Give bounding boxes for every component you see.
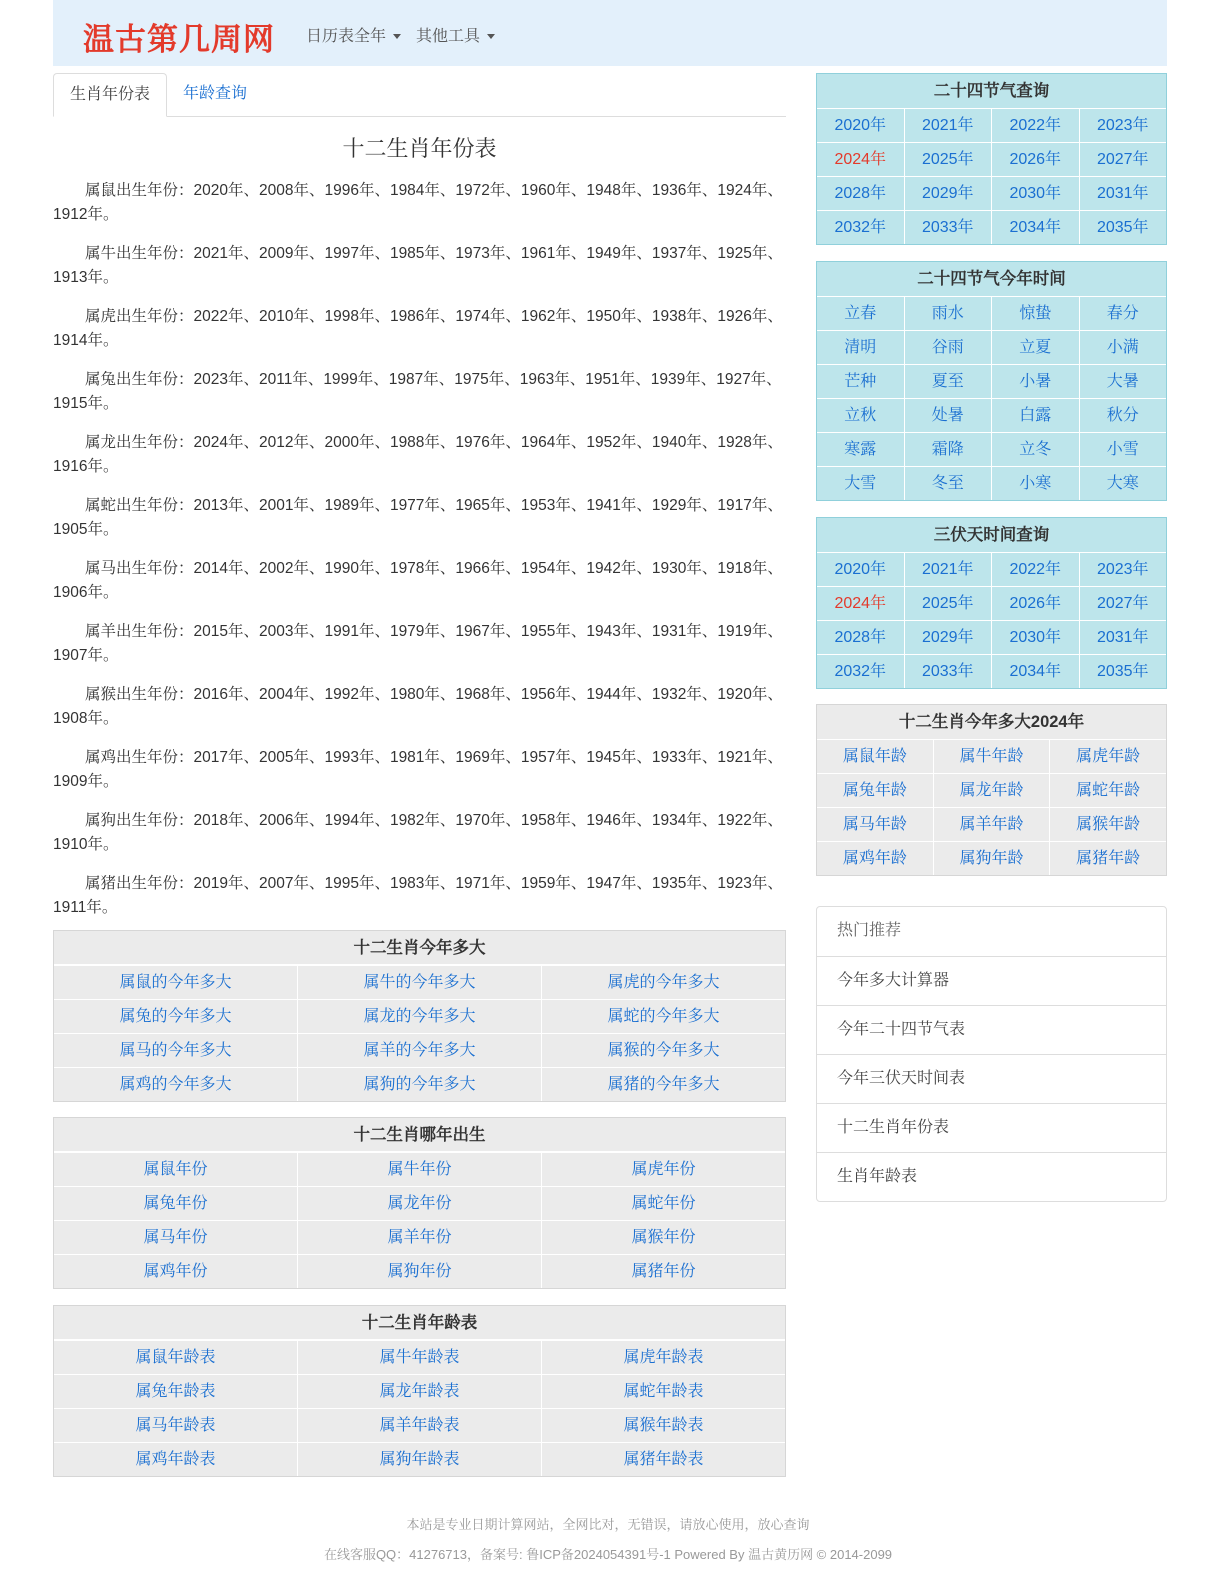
table-link[interactable]: 2022年 xyxy=(1009,117,1062,134)
caret-down-icon xyxy=(393,34,401,39)
grid-row xyxy=(54,1408,785,1442)
grid-cell xyxy=(54,1221,297,1254)
table-title: 二十四节气今年时间 xyxy=(917,270,1066,288)
nav-menu-tools[interactable] xyxy=(416,23,495,46)
table-link[interactable]: 2029年 xyxy=(921,185,974,202)
grid-link[interactable]: 属兔年份 xyxy=(143,1195,208,1212)
table-cell xyxy=(1079,177,1167,210)
table-cell xyxy=(991,143,1079,176)
table-cell xyxy=(817,587,904,620)
grid-link[interactable]: 属狗的今年多大 xyxy=(363,1076,476,1093)
table-link[interactable]: 立春 xyxy=(844,305,877,322)
table-link[interactable]: 2033年 xyxy=(921,219,974,236)
grid-link[interactable]: 属鼠年龄表 xyxy=(135,1349,216,1366)
grid-cell xyxy=(541,1000,785,1033)
grid-cell xyxy=(297,1187,541,1220)
grid-cell xyxy=(54,1255,297,1288)
grid-cell xyxy=(297,1068,541,1101)
table-cell xyxy=(817,774,933,807)
grid-row xyxy=(54,1374,785,1408)
table-cell xyxy=(817,365,904,398)
table-link[interactable]: 立秋 xyxy=(844,407,877,424)
grid-cell xyxy=(297,1409,541,1442)
grid-row xyxy=(54,965,785,999)
grid-cell xyxy=(54,1000,297,1033)
grid-link[interactable]: 属虎年龄表 xyxy=(623,1349,704,1366)
table-cell xyxy=(904,211,992,244)
table-cell xyxy=(1079,433,1167,466)
grid-cell xyxy=(54,1409,297,1442)
table-cell xyxy=(904,143,992,176)
table-cell xyxy=(1079,467,1167,500)
table-link[interactable]: 2023年 xyxy=(1096,117,1149,134)
table-row xyxy=(817,398,1166,432)
hot-recommend-title: 热门推荐 xyxy=(837,922,902,939)
zodiac-age-box xyxy=(53,930,786,1102)
table-link[interactable]: 2020年 xyxy=(834,117,887,134)
table-row xyxy=(817,296,1166,330)
table-row xyxy=(817,432,1166,466)
site-logo[interactable]: 温古第几周网 xyxy=(83,22,275,58)
table-link[interactable]: 2029年 xyxy=(921,629,974,646)
table-cell xyxy=(1079,331,1167,364)
grid-link[interactable]: 属羊年龄表 xyxy=(379,1417,460,1434)
grid-link[interactable]: 属羊的今年多大 xyxy=(363,1042,476,1059)
tab-zodiac-years[interactable]: 生肖年份表 xyxy=(53,73,167,117)
grid-cell xyxy=(54,1034,297,1067)
grid-cell xyxy=(541,1221,785,1254)
table-cell xyxy=(991,177,1079,210)
grid-link[interactable]: 属羊年份 xyxy=(387,1229,452,1246)
table-cell xyxy=(817,842,933,875)
grid-cell xyxy=(541,1255,785,1288)
nav-menu-calendar-label: 日历表全年 xyxy=(306,28,387,45)
grid-link[interactable]: 属牛年份 xyxy=(387,1161,452,1178)
grid-cell xyxy=(297,1221,541,1254)
grid-cell xyxy=(297,1443,541,1476)
zodiac-year-paragraph: 属猪出生年份：2019年、2007年、1995年、1983年、1971年、1959年、1947年、1935年、1923年、1911年。 xyxy=(53,875,783,916)
table-cell xyxy=(817,177,904,210)
table-cell xyxy=(817,143,904,176)
table-row xyxy=(817,142,1166,176)
table-cell xyxy=(817,621,904,654)
grid-link[interactable]: 属龙的今年多大 xyxy=(363,1008,476,1025)
table-link[interactable]: 大寒 xyxy=(1106,475,1139,492)
table-link[interactable]: 属猴年龄 xyxy=(1076,816,1141,833)
grid-link[interactable]: 属狗年份 xyxy=(387,1263,452,1280)
grid-link[interactable]: 属猪的今年多大 xyxy=(607,1076,720,1093)
grid-cell xyxy=(541,1187,785,1220)
grid-cell xyxy=(54,1187,297,1220)
table-link[interactable]: 冬至 xyxy=(931,475,964,492)
table-cell xyxy=(904,621,992,654)
table-cell xyxy=(904,587,992,620)
table-cell xyxy=(904,177,992,210)
table-link[interactable]: 2027年 xyxy=(1096,595,1149,612)
table-link[interactable]: 2030年 xyxy=(1009,185,1062,202)
hot-recommend-item[interactable]: 今年二十四节气表 xyxy=(817,1005,1166,1054)
table-link[interactable]: 处暑 xyxy=(931,407,964,424)
grid-link[interactable]: 属虎年份 xyxy=(631,1161,696,1178)
grid-cell xyxy=(297,1375,541,1408)
table-cell xyxy=(1049,740,1166,773)
table-cell xyxy=(1079,399,1167,432)
table-cell xyxy=(817,399,904,432)
nav-menu-calendar[interactable] xyxy=(306,23,401,46)
grid-cell xyxy=(54,1443,297,1476)
table-link[interactable]: 夏至 xyxy=(931,373,964,390)
grid-row xyxy=(54,1254,785,1288)
grid-link[interactable]: 属蛇的今年多大 xyxy=(607,1008,720,1025)
table-row xyxy=(817,841,1166,875)
table-cell xyxy=(933,774,1050,807)
table-row xyxy=(817,176,1166,210)
table-link[interactable]: 属羊年龄 xyxy=(959,816,1024,833)
grid-cell xyxy=(54,1153,297,1186)
table-link[interactable]: 2025年 xyxy=(921,595,974,612)
table-link[interactable]: 属龙年龄 xyxy=(959,782,1024,799)
table-row xyxy=(817,466,1166,500)
table-link[interactable]: 2026年 xyxy=(1009,151,1062,168)
table-link[interactable]: 大暑 xyxy=(1106,373,1139,390)
grid-row xyxy=(54,1220,785,1254)
table-link[interactable]: 2035年 xyxy=(1096,663,1149,680)
hot-recommend-list xyxy=(816,906,1167,1202)
grid-row xyxy=(54,1186,785,1220)
table-cell xyxy=(817,297,904,330)
grid-cell xyxy=(54,966,297,999)
table-link[interactable]: 2032年 xyxy=(834,663,887,680)
table-link[interactable]: 2033年 xyxy=(921,663,974,680)
grid-link[interactable]: 属蛇年份 xyxy=(631,1195,696,1212)
table-cell xyxy=(991,433,1079,466)
table-cell xyxy=(991,621,1079,654)
table-cell xyxy=(904,109,992,142)
grid-link[interactable]: 属鸡年份 xyxy=(143,1263,208,1280)
table-cell xyxy=(933,740,1050,773)
grid-cell xyxy=(541,1341,785,1374)
grid-cell xyxy=(297,1255,541,1288)
table-link[interactable]: 2028年 xyxy=(834,185,887,202)
table-link[interactable]: 清明 xyxy=(844,339,877,356)
table-link[interactable]: 芒种 xyxy=(844,373,877,390)
zodiac-birth-year-box xyxy=(53,1117,786,1289)
grid-link[interactable]: 属虎的今年多大 xyxy=(607,974,720,991)
table-cell xyxy=(1079,109,1167,142)
grid-row xyxy=(54,1152,785,1186)
table-row xyxy=(817,108,1166,142)
zodiac-year-paragraph: 属兔出生年份：2023年、2011年、1999年、1987年、1975年、1963年、1951年、1939年、1927年、1915年。 xyxy=(53,371,782,412)
table-link[interactable]: 立冬 xyxy=(1019,441,1052,458)
table-cell xyxy=(991,331,1079,364)
grid-link[interactable]: 属马年份 xyxy=(143,1229,208,1246)
table-cell xyxy=(817,740,933,773)
table-link[interactable]: 谷雨 xyxy=(931,339,964,356)
table-row xyxy=(817,210,1166,244)
grid-link[interactable]: 属龙年份 xyxy=(387,1195,452,1212)
grid-link[interactable]: 属兔年龄表 xyxy=(135,1383,216,1400)
grid-cell xyxy=(297,1034,541,1067)
table-link[interactable]: 小寒 xyxy=(1019,475,1052,492)
nav-menu-tools-label: 其他工具 xyxy=(416,28,481,45)
grid-link[interactable]: 属鼠的今年多大 xyxy=(119,974,232,991)
table-link[interactable]: 2022年 xyxy=(1009,561,1062,578)
zodiac-year-paragraph: 属龙出生年份：2024年、2012年、2000年、1988年、1976年、1964年、1952年、1940年、1928年、1916年。 xyxy=(53,434,783,475)
table-link[interactable]: 2021年 xyxy=(921,117,974,134)
hot-recommend-item[interactable]: 生肖年龄表 xyxy=(817,1152,1166,1201)
zodiac-year-paragraph: 属鸡出生年份：2017年、2005年、1993年、1981年、1969年、1957年、1945年、1933年、1921年、1909年。 xyxy=(53,749,783,790)
grid-cell xyxy=(541,1443,785,1476)
table-cell xyxy=(991,553,1079,586)
table-link[interactable]: 寒露 xyxy=(844,441,877,458)
zodiac-age-table-box xyxy=(53,1305,786,1477)
table-title: 二十四节气查询 xyxy=(933,82,1050,100)
table-title: 三伏天时间查询 xyxy=(933,526,1050,544)
table-link[interactable]: 大雪 xyxy=(844,475,877,492)
grid-cell xyxy=(297,1153,541,1186)
table-link[interactable]: 属牛年龄 xyxy=(959,748,1024,765)
table-cell xyxy=(1079,587,1167,620)
table-cell xyxy=(1079,365,1167,398)
table-link[interactable]: 2026年 xyxy=(1009,595,1062,612)
table-cell xyxy=(1079,553,1167,586)
zodiac-year-paragraph: 属蛇出生年份：2013年、2001年、1989年、1977年、1965年、1953年、1941年、1929年、1917年、1905年。 xyxy=(53,497,783,538)
table-title: 十二生肖今年多大2024年 xyxy=(898,713,1085,731)
grid-link[interactable]: 属鼠年份 xyxy=(143,1161,208,1178)
hot-recommend-item[interactable]: 今年三伏天时间表 xyxy=(817,1054,1166,1103)
table-cell xyxy=(817,433,904,466)
grid-link[interactable]: 属牛的今年多大 xyxy=(363,974,476,991)
table-cell xyxy=(904,553,992,586)
grid-link[interactable]: 属龙年龄表 xyxy=(379,1383,460,1400)
tab-bar xyxy=(53,73,786,117)
zodiac-year-paragraph: 属鼠出生年份：2020年、2008年、1996年、1984年、1972年、1960年、1948年、1936年、1924年、1912年。 xyxy=(53,182,783,223)
table-link[interactable]: 属虎年龄 xyxy=(1076,748,1141,765)
table-link[interactable]: 春分 xyxy=(1106,305,1139,322)
table-link[interactable]: 2032年 xyxy=(834,219,887,236)
table-link[interactable]: 2034年 xyxy=(1009,663,1062,680)
table-cell xyxy=(817,109,904,142)
table-link[interactable]: 2024年 xyxy=(834,595,887,612)
grid-cell xyxy=(541,966,785,999)
table-link[interactable]: 2034年 xyxy=(1009,219,1062,236)
grid-row xyxy=(54,1033,785,1067)
table-cell xyxy=(904,655,992,688)
table-row xyxy=(817,620,1166,654)
table-row xyxy=(817,773,1166,807)
table-link[interactable]: 秋分 xyxy=(1106,407,1139,424)
table-link[interactable]: 属马年龄 xyxy=(842,816,907,833)
grid-cell xyxy=(297,966,541,999)
table-cell xyxy=(991,297,1079,330)
table-link[interactable]: 属蛇年龄 xyxy=(1076,782,1141,799)
table-cell xyxy=(817,211,904,244)
table-cell xyxy=(904,297,992,330)
table-row xyxy=(817,807,1166,841)
table-row xyxy=(817,364,1166,398)
table-cell xyxy=(1079,297,1167,330)
grid-link[interactable]: 属马的今年多大 xyxy=(119,1042,232,1059)
grid-link[interactable]: 属狗年龄表 xyxy=(379,1451,460,1468)
table-cell xyxy=(991,399,1079,432)
grid-cell xyxy=(541,1068,785,1101)
zodiac-age-2024-table xyxy=(816,704,1167,876)
table-cell xyxy=(933,808,1050,841)
table-link[interactable]: 立夏 xyxy=(1019,339,1052,356)
table-link[interactable]: 小雪 xyxy=(1106,441,1139,458)
grid-cell xyxy=(54,1375,297,1408)
grid-cell xyxy=(541,1153,785,1186)
table-cell xyxy=(991,587,1079,620)
table-link[interactable]: 属猪年龄 xyxy=(1076,850,1141,867)
table-link[interactable]: 2030年 xyxy=(1009,629,1062,646)
footer-info: 在线客服QQ：41276713，备案号: 鲁ICP备2024054391号-1 Powered By 温古黄历网 © 2014-2099 xyxy=(323,1547,893,1562)
hot-recommend-item[interactable]: 今年多大计算器 xyxy=(817,956,1166,1005)
table-cell xyxy=(817,808,933,841)
table-cell xyxy=(1079,211,1167,244)
table-link[interactable]: 2023年 xyxy=(1096,561,1149,578)
table-link[interactable]: 2035年 xyxy=(1096,219,1149,236)
table-cell xyxy=(1079,655,1167,688)
table-row xyxy=(817,552,1166,586)
table-link[interactable]: 2031年 xyxy=(1096,629,1149,646)
caret-down-icon xyxy=(487,34,495,39)
top-navbar xyxy=(53,0,1167,66)
zodiac-year-paragraph: 属马出生年份：2014年、2002年、1990年、1978年、1966年、1954年、1942年、1930年、1918年、1906年。 xyxy=(53,560,783,601)
zodiac-year-paragraph: 属猴出生年份：2016年、2004年、1992年、1980年、1968年、1956年、1944年、1932年、1920年、1908年。 xyxy=(53,686,783,727)
table-cell xyxy=(1049,842,1166,875)
grid-cell xyxy=(541,1409,785,1442)
table-row xyxy=(817,330,1166,364)
table-cell xyxy=(1079,143,1167,176)
grid-cell xyxy=(54,1068,297,1101)
grid-row xyxy=(54,1067,785,1101)
grid-cell xyxy=(297,1000,541,1033)
table-link[interactable]: 属鼠年龄 xyxy=(842,748,907,765)
table-cell xyxy=(1049,808,1166,841)
sanfu-query-table xyxy=(816,517,1167,689)
table-link[interactable]: 属兔年龄 xyxy=(842,782,907,799)
table-link[interactable]: 属狗年龄 xyxy=(959,850,1024,867)
box-title: 十二生肖哪年出生 xyxy=(54,1118,785,1152)
page-title: 十二生肖年份表 xyxy=(342,136,497,161)
grid-link[interactable]: 属猴的今年多大 xyxy=(607,1042,720,1059)
table-row xyxy=(817,586,1166,620)
grid-link[interactable]: 属兔的今年多大 xyxy=(119,1008,232,1025)
table-cell xyxy=(904,399,992,432)
grid-row xyxy=(54,1340,785,1374)
table-link[interactable]: 2028年 xyxy=(834,629,887,646)
grid-link[interactable]: 属猪年份 xyxy=(631,1263,696,1280)
zodiac-year-paragraph: 属虎出生年份：2022年、2010年、1998年、1986年、1974年、1962年、1950年、1938年、1926年、1914年。 xyxy=(53,308,783,349)
main-content xyxy=(53,73,786,935)
table-cell xyxy=(1049,774,1166,807)
table-cell xyxy=(817,655,904,688)
table-cell xyxy=(991,655,1079,688)
grid-link[interactable]: 属牛年龄表 xyxy=(379,1349,460,1366)
zodiac-year-list xyxy=(53,179,786,920)
table-cell xyxy=(904,331,992,364)
table-link[interactable]: 霜降 xyxy=(931,441,964,458)
table-row xyxy=(817,654,1166,688)
zodiac-year-paragraph: 属牛出生年份：2021年、2009年、1997年、1985年、1973年、1961年、1949年、1937年、1925年、1913年。 xyxy=(53,245,783,286)
grid-cell xyxy=(297,1341,541,1374)
table-cell xyxy=(817,331,904,364)
tab-age-query[interactable]: 年龄查询 xyxy=(183,85,248,102)
table-link[interactable]: 2020年 xyxy=(834,561,887,578)
grid-cell xyxy=(541,1375,785,1408)
table-link[interactable]: 小满 xyxy=(1106,339,1139,356)
solar-terms-time-table xyxy=(816,261,1167,501)
grid-row xyxy=(54,999,785,1033)
table-link[interactable]: 惊蛰 xyxy=(1019,305,1052,322)
grid-link[interactable]: 属鸡的今年多大 xyxy=(119,1076,232,1093)
solar-terms-query-table xyxy=(816,73,1167,245)
table-link[interactable]: 2024年 xyxy=(834,151,887,168)
table-link[interactable]: 2021年 xyxy=(921,561,974,578)
table-cell xyxy=(817,553,904,586)
grid-link[interactable]: 属马年龄表 xyxy=(135,1417,216,1434)
table-link[interactable]: 2031年 xyxy=(1096,185,1149,202)
hot-recommend-item[interactable]: 十二生肖年份表 xyxy=(817,1103,1166,1152)
grid-link[interactable]: 属猴年份 xyxy=(631,1229,696,1246)
table-cell xyxy=(991,365,1079,398)
grid-cell xyxy=(541,1034,785,1067)
table-row xyxy=(817,739,1166,773)
table-cell xyxy=(904,365,992,398)
table-cell xyxy=(933,842,1050,875)
table-cell xyxy=(904,467,992,500)
grid-link[interactable]: 属猴年龄表 xyxy=(623,1417,704,1434)
box-title: 十二生肖年龄表 xyxy=(54,1306,785,1340)
grid-row xyxy=(54,1442,785,1476)
grid-link[interactable]: 属蛇年龄表 xyxy=(623,1383,704,1400)
table-cell xyxy=(991,467,1079,500)
table-link[interactable]: 小暑 xyxy=(1019,373,1052,390)
table-link[interactable]: 属鸡年龄 xyxy=(842,850,907,867)
table-cell xyxy=(991,109,1079,142)
table-link[interactable]: 白露 xyxy=(1019,407,1052,424)
table-link[interactable]: 2025年 xyxy=(921,151,974,168)
table-link[interactable]: 2027年 xyxy=(1096,151,1149,168)
table-link[interactable]: 雨水 xyxy=(931,305,964,322)
grid-link[interactable]: 属猪年龄表 xyxy=(623,1451,704,1468)
grid-cell xyxy=(54,1341,297,1374)
zodiac-year-paragraph: 属羊出生年份：2015年、2003年、1991年、1979年、1967年、1955年、1943年、1931年、1919年、1907年。 xyxy=(53,623,783,664)
table-cell xyxy=(904,433,992,466)
box-title: 十二生肖今年多大 xyxy=(54,931,785,965)
table-cell xyxy=(1079,621,1167,654)
grid-link[interactable]: 属鸡年龄表 xyxy=(135,1451,216,1468)
table-cell xyxy=(991,211,1079,244)
table-cell xyxy=(817,467,904,500)
zodiac-year-paragraph: 属狗出生年份：2018年、2006年、1994年、1982年、1970年、1958年、1946年、1934年、1922年、1910年。 xyxy=(53,812,783,853)
footer-slogan: 本站是专业日期计算网站，全网比对，无错误，请放心使用，放心查询 xyxy=(406,1517,810,1532)
